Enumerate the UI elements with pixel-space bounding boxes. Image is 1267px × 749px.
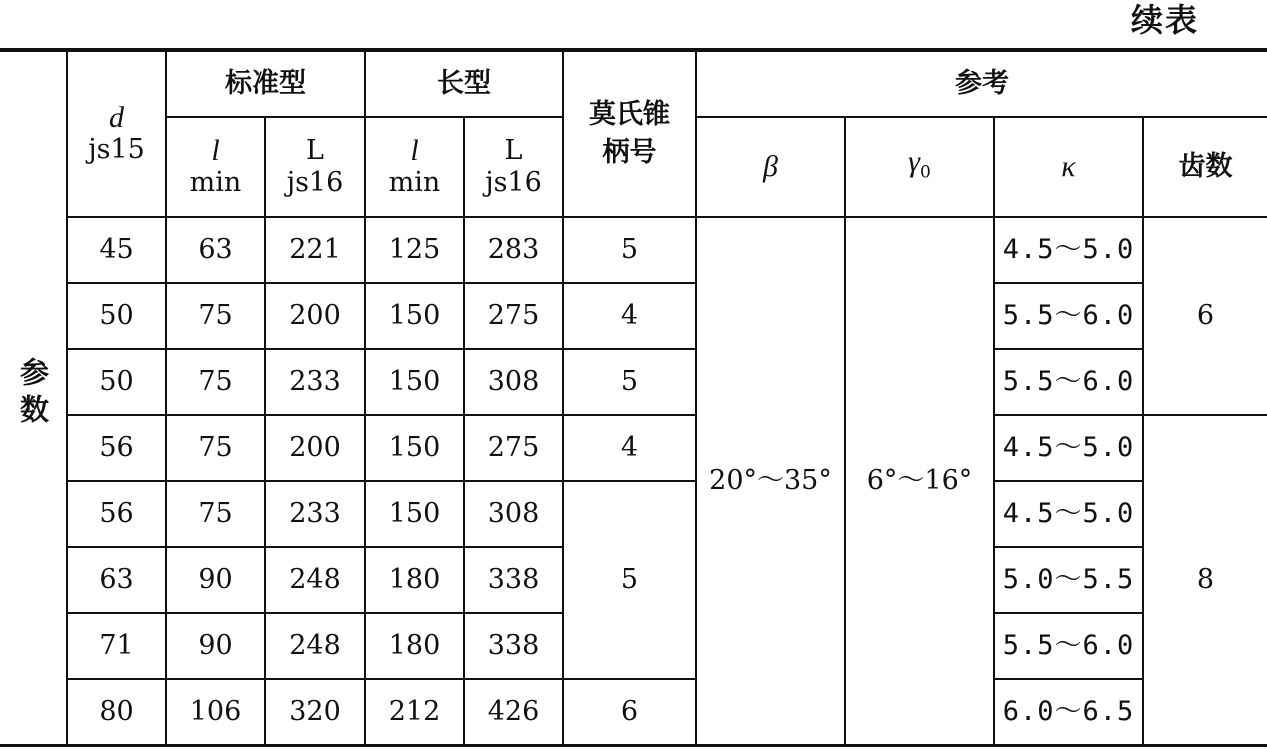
cell-L-std: 200 bbox=[265, 283, 365, 349]
kappa-symbol: κ bbox=[1061, 149, 1076, 183]
cell-L-std: 200 bbox=[265, 415, 365, 481]
cell-L-std: 248 bbox=[265, 613, 365, 679]
L-std-symbol: L bbox=[306, 135, 324, 166]
cell-d: 63 bbox=[67, 547, 166, 613]
table-caption: 续表 bbox=[1130, 1, 1199, 39]
gamma-subscript: 0 bbox=[920, 162, 931, 183]
cell-l-long: 150 bbox=[365, 415, 464, 481]
beta-symbol: β bbox=[763, 149, 778, 183]
cell-L-long: 338 bbox=[464, 613, 563, 679]
gamma-header bbox=[845, 117, 994, 217]
cell-morse: 4 bbox=[563, 415, 696, 481]
kappa-header bbox=[994, 117, 1143, 217]
morse-header bbox=[563, 51, 696, 217]
l-long-symbol: l bbox=[410, 134, 419, 167]
cell-morse: 5 bbox=[563, 349, 696, 415]
cell-morse: 4 bbox=[563, 283, 696, 349]
cell-L-long: 283 bbox=[464, 217, 563, 283]
cell-morse: 5 bbox=[563, 217, 696, 283]
L-long-tol: js16 bbox=[485, 167, 542, 198]
cell-kappa: 5.0～5.5 bbox=[994, 547, 1143, 613]
cell-L-long: 275 bbox=[464, 415, 563, 481]
cell-L-std: 248 bbox=[265, 547, 365, 613]
table-row bbox=[0, 481, 1267, 547]
cell-l-std: 90 bbox=[166, 613, 265, 679]
L-long-header bbox=[464, 117, 563, 217]
cell-teeth: 8 bbox=[1143, 415, 1267, 745]
cell-L-std: 233 bbox=[265, 349, 365, 415]
cell-l-long: 150 bbox=[365, 283, 464, 349]
beta-header bbox=[696, 117, 845, 217]
cell-L-std: 320 bbox=[265, 679, 365, 745]
cell-L-long: 308 bbox=[464, 349, 563, 415]
L-std-tol: js16 bbox=[286, 167, 344, 198]
cell-teeth: 6 bbox=[1143, 217, 1267, 415]
l-std-symbol: l bbox=[211, 134, 220, 167]
cell-d: 56 bbox=[67, 481, 166, 547]
cell-l-std: 63 bbox=[166, 217, 265, 283]
l-long-min: min bbox=[388, 167, 441, 198]
param-cell bbox=[0, 51, 67, 745]
cell-L-std: 221 bbox=[265, 217, 365, 283]
l-long-header bbox=[365, 117, 464, 217]
cell-gamma: 6°～16° bbox=[845, 217, 994, 745]
cell-l-long: 150 bbox=[365, 481, 464, 547]
table-row bbox=[0, 679, 1267, 745]
l-std-header bbox=[166, 117, 265, 217]
cell-kappa: 5.5～6.0 bbox=[994, 283, 1143, 349]
table-row bbox=[0, 283, 1267, 349]
cell-l-std: 90 bbox=[166, 547, 265, 613]
cell-L-long: 308 bbox=[464, 481, 563, 547]
cell-d: 45 bbox=[67, 217, 166, 283]
table-row bbox=[0, 349, 1267, 415]
cell-kappa: 4.5～5.0 bbox=[994, 217, 1143, 283]
cell-d: 80 bbox=[67, 679, 166, 745]
cell-kappa: 4.5～5.0 bbox=[994, 415, 1143, 481]
cell-L-long: 338 bbox=[464, 547, 563, 613]
table-bottom-rule bbox=[0, 744, 1267, 747]
morse-header-label: 莫氏锥柄号 bbox=[589, 99, 670, 168]
cell-l-long: 212 bbox=[365, 679, 464, 745]
cell-kappa: 6.0～6.5 bbox=[994, 679, 1143, 745]
cell-kappa: 5.5～6.0 bbox=[994, 613, 1143, 679]
L-std-header bbox=[265, 117, 365, 217]
cell-l-std: 75 bbox=[166, 481, 265, 547]
standard-header: 标准型 bbox=[166, 51, 365, 117]
d-symbol: d bbox=[109, 101, 124, 134]
cell-d: 50 bbox=[67, 349, 166, 415]
cell-l-std: 75 bbox=[166, 349, 265, 415]
d-header bbox=[67, 51, 166, 217]
L-long-symbol: L bbox=[504, 135, 523, 166]
cell-kappa: 4.5～5.0 bbox=[994, 481, 1143, 547]
l-std-min: min bbox=[189, 167, 242, 198]
cell-d: 71 bbox=[67, 613, 166, 679]
table-row bbox=[0, 415, 1267, 481]
cell-L-long: 426 bbox=[464, 679, 563, 745]
header-row-1 bbox=[0, 51, 1267, 117]
spec-table bbox=[0, 50, 1267, 746]
cell-beta: 20°～35° bbox=[696, 217, 845, 745]
table-row bbox=[0, 217, 1267, 283]
teeth-header: 齿数 bbox=[1143, 117, 1267, 217]
cell-l-long: 150 bbox=[365, 349, 464, 415]
cell-d: 56 bbox=[67, 415, 166, 481]
cell-l-std: 106 bbox=[166, 679, 265, 745]
cell-d: 50 bbox=[67, 283, 166, 349]
cell-morse: 6 bbox=[563, 679, 696, 745]
reference-header: 参考 bbox=[696, 51, 1267, 117]
cell-l-long: 125 bbox=[365, 217, 464, 283]
cell-l-std: 75 bbox=[166, 415, 265, 481]
param-label: 参数 bbox=[16, 357, 50, 431]
cell-kappa: 5.5～6.0 bbox=[994, 349, 1143, 415]
cell-l-long: 180 bbox=[365, 547, 464, 613]
long-header: 长型 bbox=[365, 51, 563, 117]
cell-l-long: 180 bbox=[365, 613, 464, 679]
cell-L-std: 233 bbox=[265, 481, 365, 547]
cell-L-long: 275 bbox=[464, 283, 563, 349]
gamma-symbol: γ bbox=[908, 144, 920, 178]
cell-morse: 5 bbox=[563, 481, 696, 679]
d-tolerance: js15 bbox=[88, 134, 145, 165]
cell-l-std: 75 bbox=[166, 283, 265, 349]
